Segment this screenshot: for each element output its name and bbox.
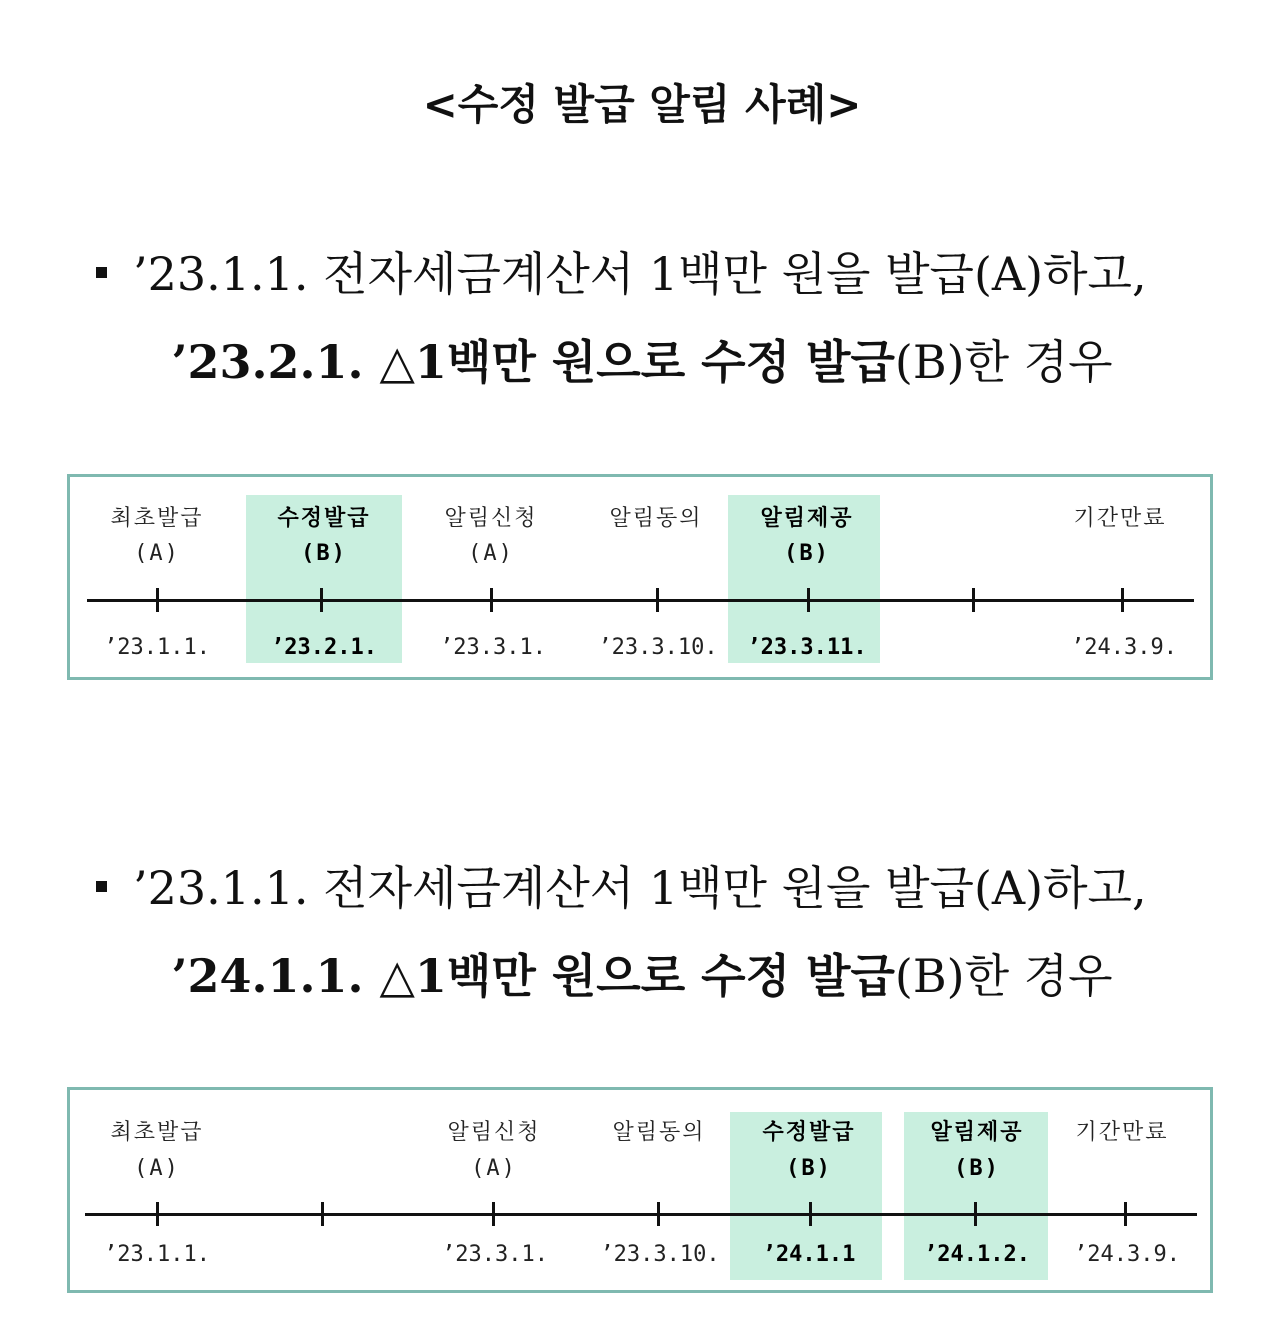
event-date: ’23.2.1.: [271, 635, 377, 660]
event-date: ’24.1.2.: [924, 1242, 1030, 1267]
case1-line1-text: ’23.1.1. 전자세금계산서 1백만 원을 발급(A)하고,: [133, 247, 1147, 301]
case2-line2-bold: ’24.1.1. △1백만 원으로 수정 발급: [171, 949, 895, 1003]
event-label: 알림신청: [444, 506, 538, 531]
event-label: 알림제공: [930, 1120, 1024, 1145]
timeline-axis: [87, 599, 1194, 602]
tick: [321, 1202, 324, 1226]
event-date: ’23.3.10.: [598, 635, 718, 660]
event-label: 기간만료: [1073, 506, 1167, 531]
case1-line2-rest: (B)한 경우: [894, 335, 1113, 389]
tick: [490, 588, 493, 612]
event-date: ’24.3.9.: [1071, 635, 1177, 660]
case2-line1-text: ’23.1.1. 전자세금계산서 1백만 원을 발급(A)하고,: [133, 861, 1147, 915]
case2-line2-rest: (B)한 경우: [894, 949, 1113, 1003]
event-date: ’23.3.11.: [747, 635, 867, 660]
tick: [492, 1202, 495, 1226]
case2-line1: [96, 860, 1284, 916]
event-date: ’23.1.1.: [104, 635, 210, 660]
tick: [656, 588, 659, 612]
event-label: 알림동의: [609, 506, 703, 531]
event-label: 수정발급: [277, 506, 371, 531]
timeline-panel-2: [67, 1087, 1213, 1293]
tick: [807, 588, 810, 612]
event-sub: (A): [471, 1156, 517, 1181]
event-label: 알림동의: [612, 1120, 706, 1145]
event-label: 수정발급: [762, 1120, 856, 1145]
event-sub: (A): [134, 1156, 180, 1181]
tick: [156, 588, 159, 612]
event-date: ’23.3.10.: [600, 1242, 720, 1267]
bullet-square-icon: [96, 881, 107, 892]
event-sub: (B): [301, 541, 347, 566]
event-date: ’23.3.1.: [442, 1242, 548, 1267]
tick: [657, 1202, 660, 1226]
event-label: 최초발급: [110, 1120, 204, 1145]
timeline-axis: [85, 1213, 1197, 1216]
event-sub: (A): [134, 541, 180, 566]
case1-line2: [0, 334, 1284, 390]
page-title: <수정 발급 알림 사례>: [422, 80, 862, 129]
tick: [1121, 588, 1124, 612]
event-label: 알림신청: [447, 1120, 541, 1145]
tick: [156, 1202, 159, 1226]
timeline-panel-1: [67, 474, 1213, 680]
event-date: ’24.3.9.: [1074, 1242, 1180, 1267]
event-sub: (B): [954, 1156, 1000, 1181]
event-date: ’23.1.1.: [104, 1242, 210, 1267]
tick: [1124, 1202, 1127, 1226]
tick: [972, 588, 975, 612]
tick: [974, 1202, 977, 1226]
tick: [809, 1202, 812, 1226]
event-sub: (B): [786, 1156, 832, 1181]
event-sub: (B): [784, 541, 830, 566]
tick: [320, 588, 323, 612]
case1-line1: [96, 246, 1284, 302]
bullet-square-icon: [96, 267, 107, 278]
event-date: ’24.1.1: [762, 1242, 856, 1267]
event-date: ’23.3.1.: [440, 635, 546, 660]
event-label: 알림제공: [760, 506, 854, 531]
event-label: 최초발급: [110, 506, 204, 531]
event-sub: (A): [468, 541, 514, 566]
case2-line2: [0, 948, 1284, 1004]
case1-line2-bold: ’23.2.1. △1백만 원으로 수정 발급: [171, 335, 895, 389]
event-label: 기간만료: [1075, 1120, 1169, 1145]
